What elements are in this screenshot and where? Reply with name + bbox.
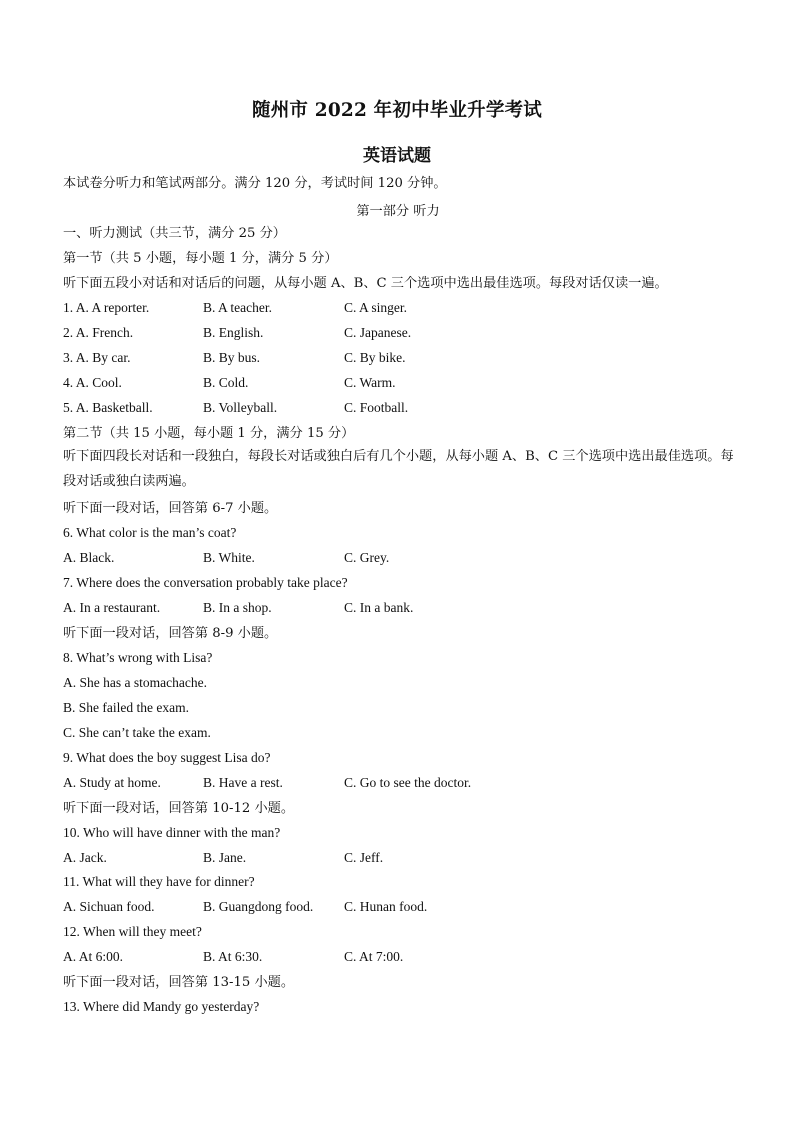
- q4-option-c: C. Warm.: [344, 375, 396, 390]
- q7-option-b: B. In a shop.: [203, 600, 272, 615]
- q5-option-b: B. Volleyball.: [203, 400, 278, 415]
- q6-option-c: C. Grey.: [344, 550, 390, 565]
- q2-option-a: 2. A. French.: [63, 325, 134, 340]
- intro-text: 本试卷分听力和笔试两部分。满分 120 分，考试时间 120 分钟。: [63, 176, 447, 191]
- q2-option-c: C. Japanese.: [344, 325, 412, 340]
- exam-title: 随州市 2022 年初中毕业升学考试: [252, 100, 542, 121]
- group1-instruction: 听下面一段对话，回答第 6-7 小题。: [63, 501, 278, 516]
- q12-option-a: A. At 6:00.: [63, 949, 124, 964]
- question-13: 13. Where did Mandy go yesterday?: [63, 999, 260, 1014]
- q12-option-b: B. At 6:30.: [203, 949, 263, 964]
- exam-subtitle: 英语试题: [363, 146, 431, 166]
- q10-option-a: A. Jack.: [63, 850, 107, 865]
- q10-option-c: C. Jeff.: [344, 850, 384, 865]
- q11-option-a: A. Sichuan food.: [63, 899, 155, 914]
- group4-instruction: 听下面一段对话，回答第 13-15 小题。: [63, 975, 295, 990]
- question-8: 8. What’s wrong with Lisa?: [63, 650, 213, 665]
- sec2-instruction: 听下面四段长对话和一段独白，每段长对话或独白后有几个小题，从每小题 A、B、C 三个选项中选出最佳选项。每段对话或独白读两遍。: [63, 449, 734, 489]
- q11-option-c: C. Hunan food.: [344, 899, 428, 914]
- sec1-instruction: 听下面五段小对话和对话后的问题，从每小题 A、B、C 三个选项中选出最佳选项。每段对话仅读一遍。: [63, 276, 668, 291]
- q5-option-c: C. Football.: [344, 400, 409, 415]
- question-9: 9. What does the boy suggest Lisa do?: [63, 750, 271, 765]
- sec1-heading: 第一节（共 5 小题，每小题 1 分，满分 5 分）: [63, 251, 338, 266]
- question-7: 7. Where does the conversation probably take place?: [63, 575, 348, 590]
- q7-option-c: C. In a bank.: [344, 600, 414, 615]
- question-10: 10. Who will have dinner with the man?: [63, 825, 281, 840]
- q3-option-a: 3. A. By car.: [63, 350, 131, 365]
- q9-option-c: C. Go to see the doctor.: [344, 775, 472, 790]
- part1-heading: [0, 200, 794, 219]
- q6-option-b: B. White.: [203, 550, 255, 565]
- q10-option-b: B. Jane.: [203, 850, 247, 865]
- group3-instruction: 听下面一段对话，回答第 10-12 小题。: [63, 801, 295, 816]
- listening-section-heading: 一、听力测试（共三节，满分 25 分）: [63, 226, 286, 241]
- q12-option-c: C. At 7:00.: [344, 949, 404, 964]
- q9-option-a: A. Study at home.: [63, 775, 161, 790]
- q1-option-a: 1. A. A reporter.: [63, 300, 150, 315]
- q2-option-b: B. English.: [203, 325, 264, 340]
- q5-option-a: 5. A. Basketball.: [63, 400, 153, 415]
- q7-option-a: A. In a restaurant.: [63, 600, 161, 615]
- q8-option-c: C. She can’t take the exam.: [63, 725, 211, 740]
- q1-option-b: B. A teacher.: [203, 300, 272, 315]
- q11-option-b: B. Guangdong food.: [203, 899, 314, 914]
- q3-option-b: B. By bus.: [203, 350, 261, 365]
- q1-option-c: C. A singer.: [344, 300, 408, 315]
- q3-option-c: C. By bike.: [344, 350, 406, 365]
- q8-option-a: A. She has a stomachache.: [63, 675, 207, 690]
- question-12: 12. When will they meet?: [63, 924, 202, 939]
- group2-instruction: 听下面一段对话，回答第 8-9 小题。: [63, 626, 278, 641]
- q8-option-b: B. She failed the exam.: [63, 700, 189, 715]
- sec2-heading: 第二节（共 15 小题，每小题 1 分，满分 15 分）: [63, 426, 355, 441]
- q6-option-a: A. Black.: [63, 550, 115, 565]
- question-6: 6. What color is the man’s coat?: [63, 525, 237, 540]
- q9-option-b: B. Have a rest.: [203, 775, 283, 790]
- q4-option-b: B. Cold.: [203, 375, 249, 390]
- part1-heading-text: 第一部分 听力: [356, 204, 440, 219]
- question-11: 11. What will they have for dinner?: [63, 874, 255, 889]
- q4-option-a: 4. A. Cool.: [63, 375, 122, 390]
